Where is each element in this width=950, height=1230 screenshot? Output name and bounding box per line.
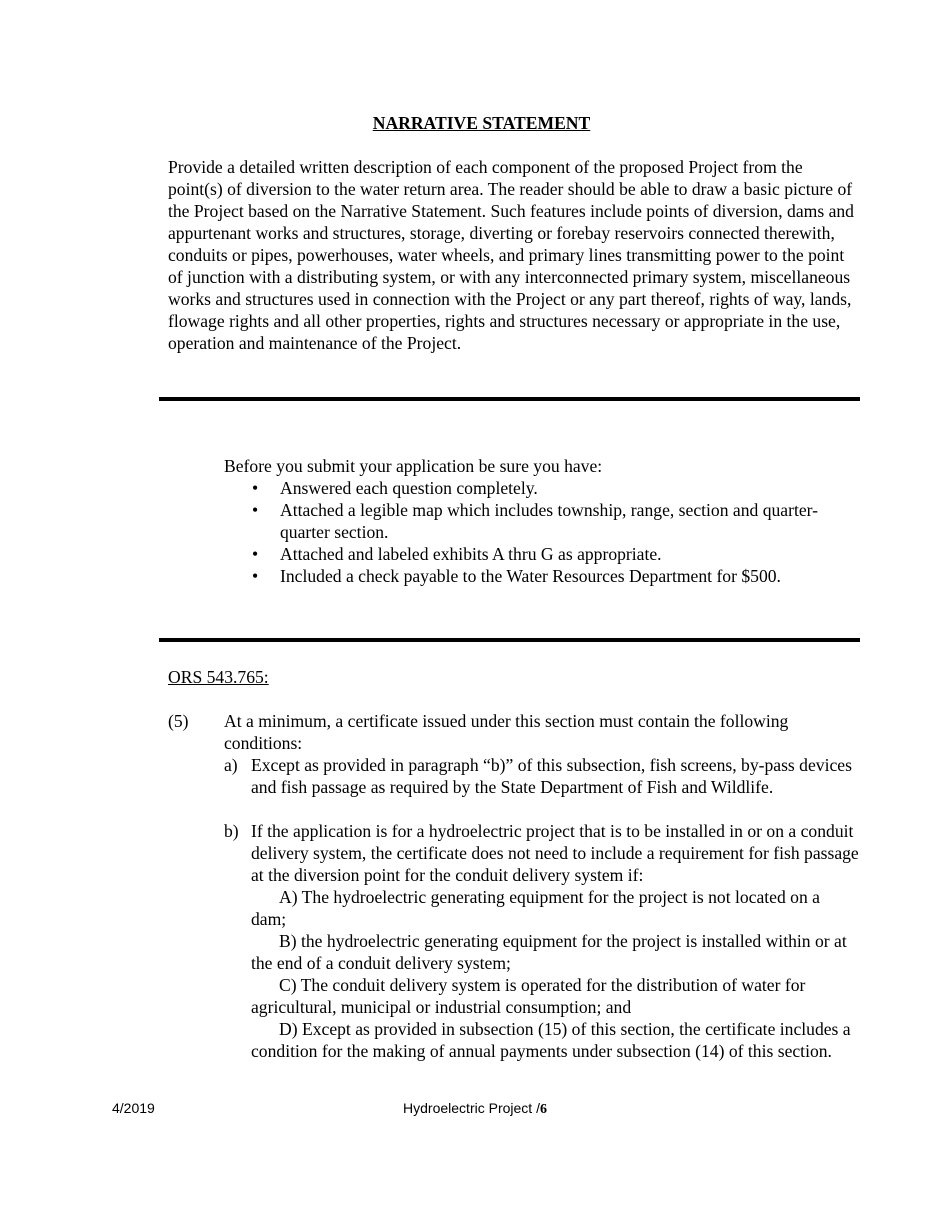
condition-item: C) The conduit delivery system is operated for the distribution of water for agricultural, municipal or industrial consumption; and	[251, 975, 806, 1017]
footer-label: Hydroelectric Project /	[403, 1100, 540, 1116]
paragraph-text: At a minimum, a certificate issued under this section must contain the following conditions:	[224, 711, 789, 753]
condition-item: A) The hydroelectric generating equipment for the project is not located on a dam;	[251, 887, 820, 929]
footer-date: 4/2019	[112, 1100, 155, 1116]
checklist-intro: Before you submit your application be sure you have:	[224, 456, 603, 476]
ors-heading: ORS 543.765:	[168, 667, 269, 687]
paragraph-number: (5)	[168, 711, 189, 731]
section-divider	[159, 638, 860, 642]
checklist-item: • Attached and labeled exhibits A thru G as appropriate.	[224, 543, 864, 565]
condition-item: D) Except as provided in subsection (15) of this section, the certificate includes a condition for the making of annual payments under subsection (14) of this section.	[251, 1019, 851, 1061]
condition-item: B) the hydroelectric generating equipment for the project is installed within or at the end of a conduit delivery system;	[251, 931, 847, 973]
section-divider	[159, 397, 860, 401]
subsection-text: Except as provided in paragraph “b)” of this subsection, fish screens, by-pass devices and fish passage as required by the State Department of Fish and Wildlife.	[251, 755, 852, 797]
page-number: 6	[539, 1102, 547, 1117]
checklist-item: • Answered each question completely.	[224, 477, 864, 499]
subsection-b	[224, 820, 859, 886]
subsection-text: If the application is for a hydroelectric project that is to be installed in or on a conduit delivery system, the certificate does not need to include a requirement for fish passage at the diversion point for the conduit delivery system if:	[251, 821, 859, 885]
checklist-item: • Attached a legible map which includes township, range, section and quarter-quarter section.	[224, 499, 864, 543]
checklist-item: • Included a check payable to the Water Resources Department for $500.	[224, 565, 864, 587]
page-title: NARRATIVE STATEMENT	[372, 113, 591, 133]
footer-page-label	[0, 1099, 950, 1119]
subsection-label: b)	[224, 821, 239, 841]
subsection-label: a)	[224, 755, 238, 775]
subsection-a	[224, 754, 859, 798]
checklist	[224, 477, 864, 587]
narrative-paragraph: Provide a detailed written description of each component of the proposed Project from the point(s) of diversion to the water return area. The reader should be able to draw a basic picture of the Project based on the Narrative Statement. Such features include points of diversion, dams and appurtenant works and structures, storage, diverting or forebay reservoirs connected therewith, conduits or pipes, powerhouses, water wheels, and primary lines transmitting power to the point of junction with a distributing system, or with any interconnected primary system, miscellaneous works and structures used in connection with the Project or any part thereof, rights of way, lands, flowage rights and all other properties, rights and structures necessary or appropriate in the use, operation and maintenance of the Project.	[168, 157, 854, 353]
